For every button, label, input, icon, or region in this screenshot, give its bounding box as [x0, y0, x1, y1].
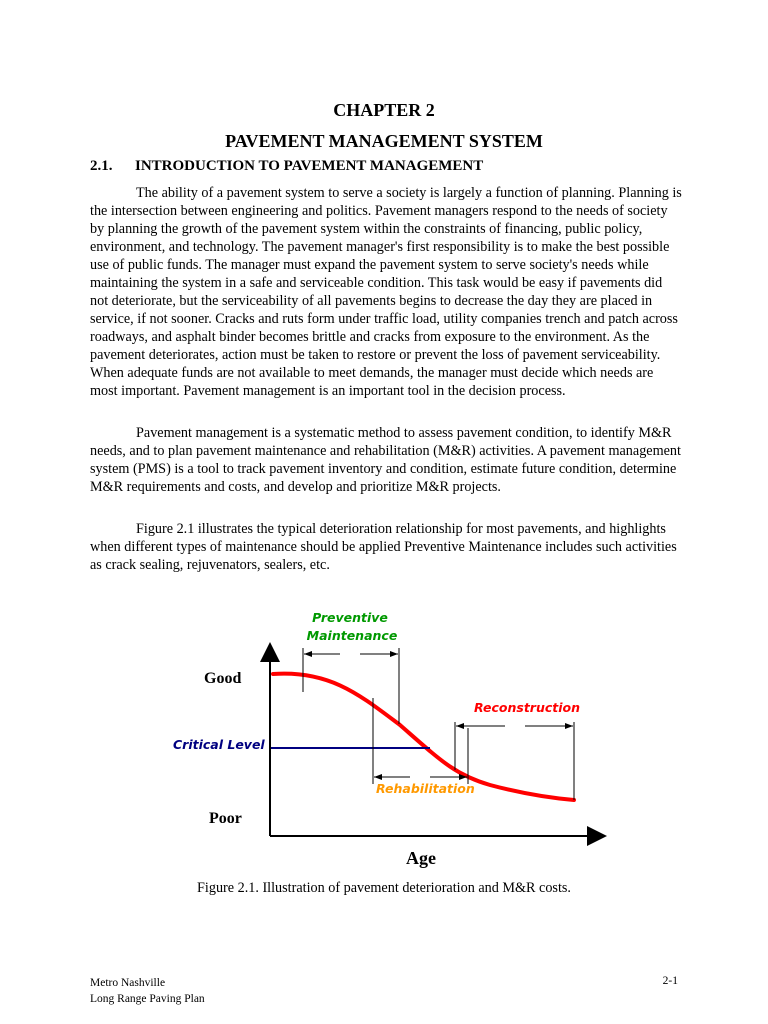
- preventive-maintenance-label-line2: Maintenance: [306, 628, 398, 643]
- paragraph-pms-definition: Pavement management is a systematic method to assess pavement condition, to identify M&R needs, and to plan pavement maintenance and rehabilitation (M&R) activities. A pavement management system (PMS) is a tool to track pavement inventory and condition, estimate future condition, determine M&R requirements and costs, and develop and prioritize M&R projects.: [90, 425, 681, 495]
- age-axis-label: Age: [406, 848, 436, 868]
- preventive-maintenance-label-line1: Preventive: [312, 610, 388, 625]
- figure-caption: Figure 2.1. Illustration of pavement deterioration and M&R costs.: [197, 880, 571, 896]
- deterioration-figure: [0, 600, 768, 880]
- section-title: INTRODUCTION TO PAVEMENT MANAGEMENT: [135, 158, 484, 174]
- footer-document: Long Range Paving Plan: [90, 993, 205, 1005]
- chapter-title: PAVEMENT MANAGEMENT SYSTEM: [225, 131, 543, 151]
- rehabilitation-label: Rehabilitation: [376, 781, 475, 796]
- paragraph-intro: The ability of a pavement system to serve a society is largely a function of planning. Planning is the intersection between engineering and politics. Pavement managers respond to the needs of society by planning the growth of the pavement system within the constraints of financing, public policy, environment, and technology. The pavement manager's first responsibility is to make the best possible use of public funds. The manager must expand the pavement system to serve society's needs while maintaining the system in a safe and serviceable condition. This task would be easy if pavements did not deteriorate, but the serviceability of all pavements begins to decrease the day they are placed in service, if not sooner. Cracks and ruts form under traffic load, utility companies trench and patch across roadways, and asphalt binder becomes brittle and cracks from exposure to the environment. As the pavement deteriorates, action must be taken to restore or prevent the loss of pavement serviceability. When adequate funds are not available to meet demands, the manager must decide which needs are most important. Pavement management is an important tool in the decision process.: [90, 185, 682, 399]
- paragraph-figure-reference: Figure 2.1 illustrates the typical deterioration relationship for most pavements, and highlights when different types of maintenance should be applied Preventive Maintenance includes such activities as crack sealing, rejuvenators, sealers, etc.: [90, 521, 677, 573]
- page-number: 2-1: [662, 975, 678, 987]
- critical-level-label: Critical Level: [173, 737, 265, 752]
- section-number: 2.1.: [90, 158, 113, 174]
- section-heading: [90, 158, 483, 175]
- reconstruction-label: Reconstruction: [474, 700, 581, 715]
- poor-label: Poor: [209, 810, 242, 827]
- footer-org: Metro Nashville: [90, 977, 166, 989]
- chapter-number: CHAPTER 2: [333, 100, 435, 120]
- footer-left: [90, 975, 205, 1007]
- good-label: Good: [204, 670, 242, 687]
